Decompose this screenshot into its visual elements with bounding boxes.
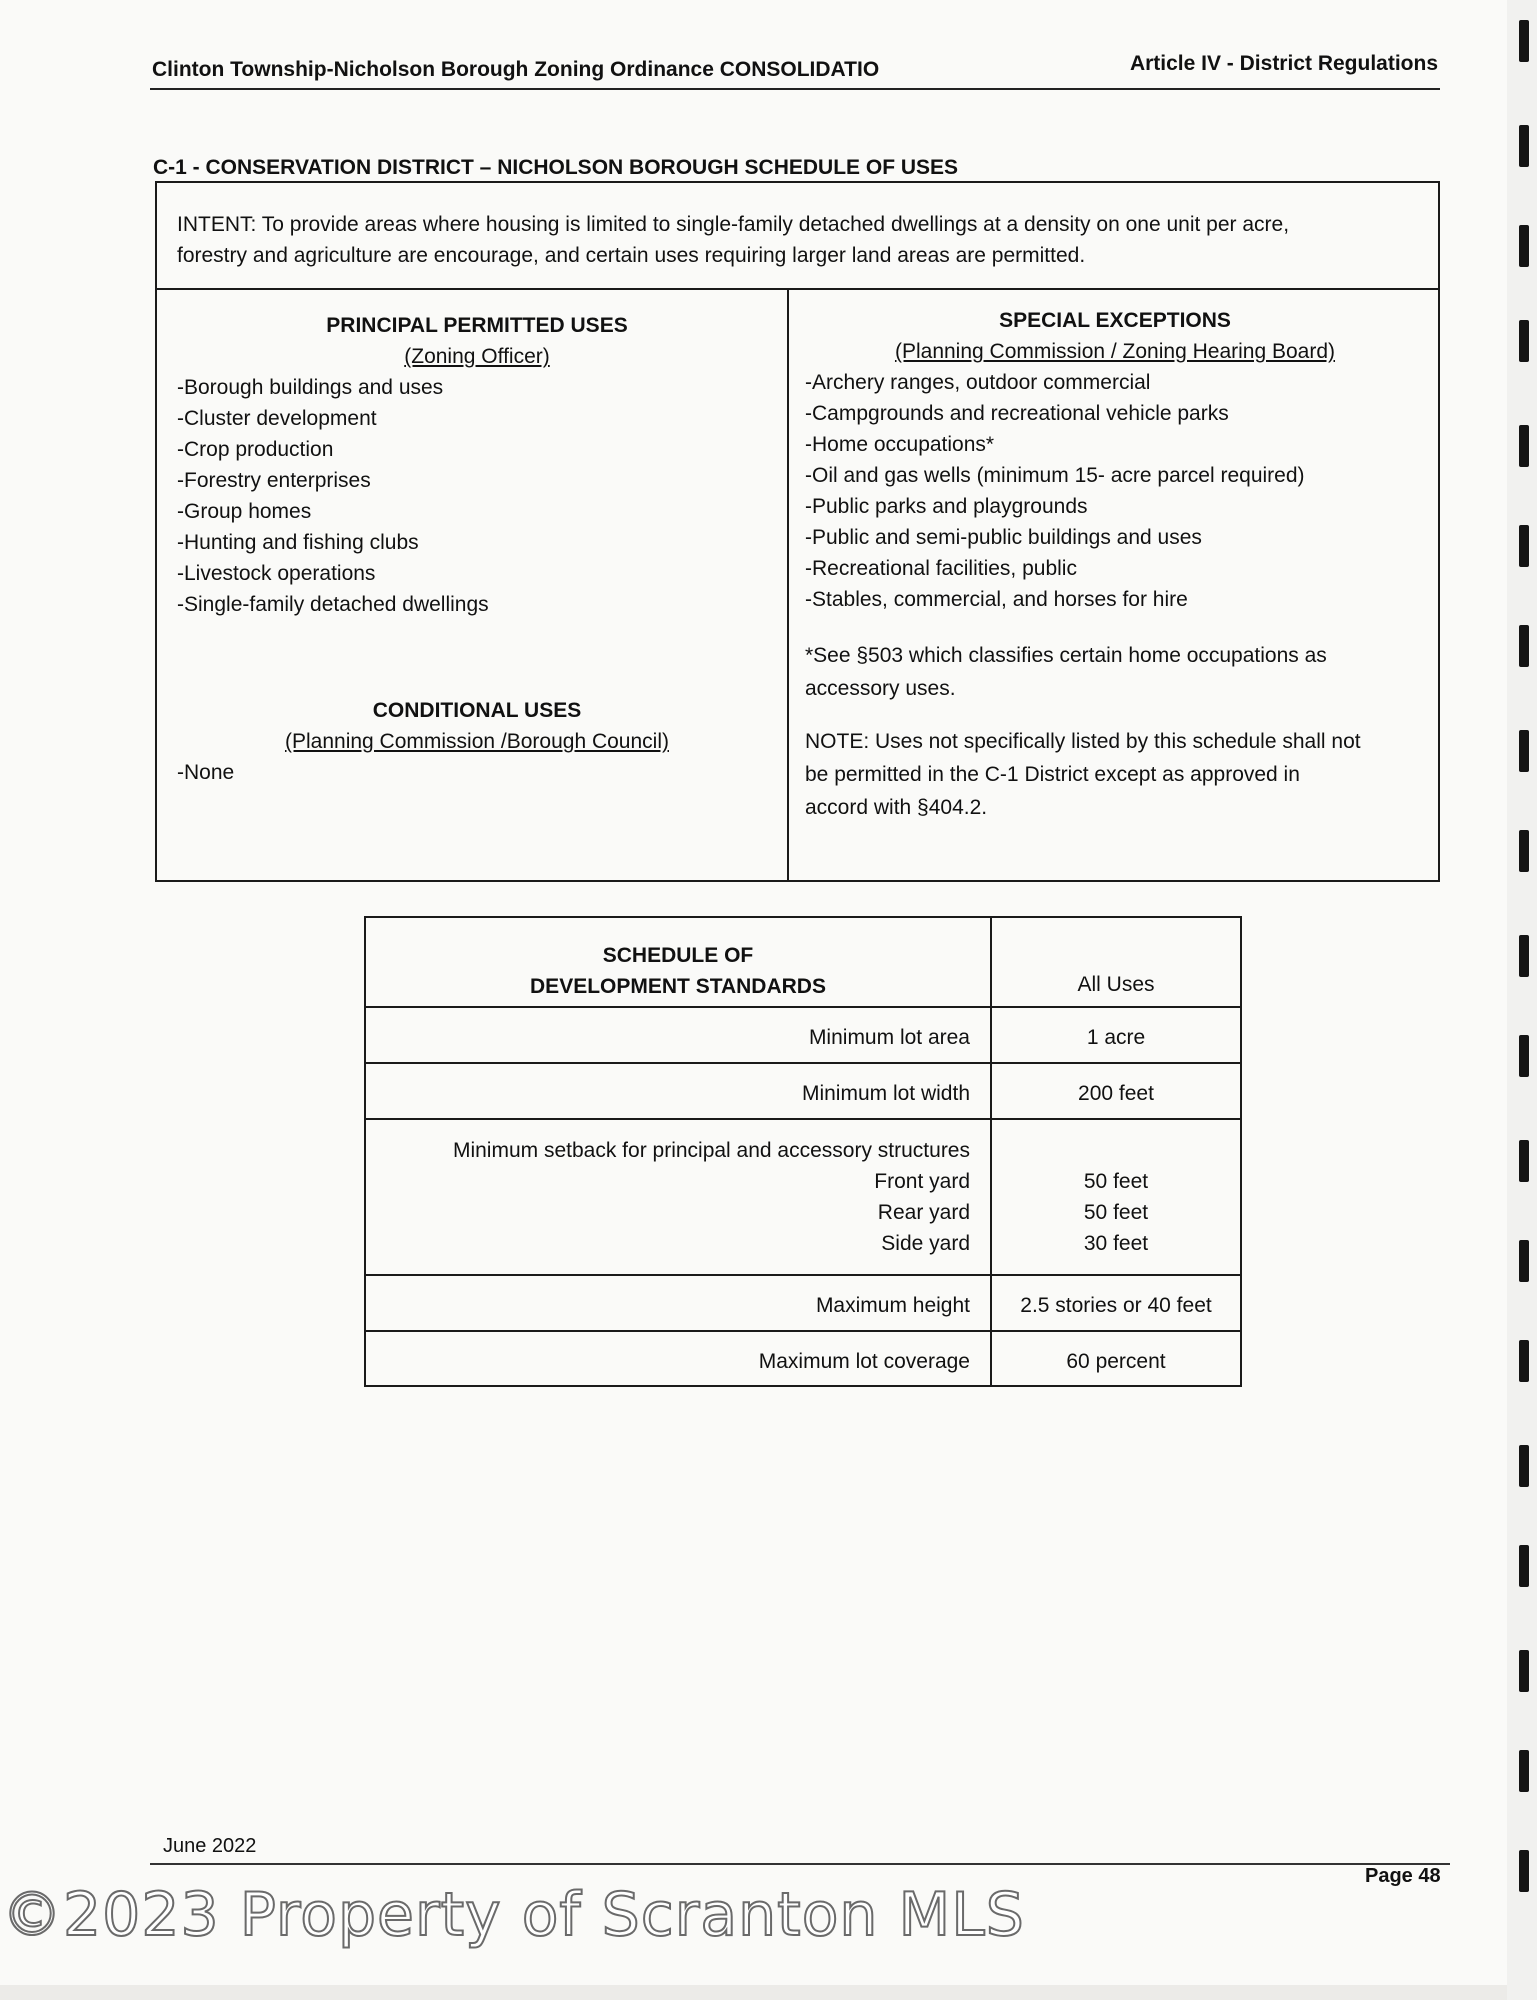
binding-ring — [1519, 20, 1529, 62]
binding-ring — [1519, 1850, 1529, 1892]
standards-row-lot-area — [366, 1008, 1240, 1064]
principal-use-item: -Livestock operations — [177, 562, 376, 585]
special-exception-item: -Public and semi-public buildings and uses — [805, 526, 1202, 549]
binding-ring — [1519, 1545, 1529, 1587]
unlisted-uses-note: accord with §404.2. — [805, 796, 988, 819]
binding-ring — [1519, 830, 1529, 872]
principal-uses-heading: PRINCIPAL PERMITTED USES — [326, 314, 628, 337]
binding-ring — [1519, 1035, 1529, 1077]
footer-date: June 2022 — [163, 1835, 257, 1857]
binding-ring — [1519, 1750, 1529, 1792]
standards-row-setbacks — [366, 1120, 1240, 1276]
row-label: Maximum lot coverage — [758, 1350, 970, 1373]
row-value: 1 acre — [1086, 1026, 1146, 1049]
standards-row-lot-width — [366, 1064, 1240, 1120]
copyright-watermark: ©2023 Property of Scranton MLS — [2, 1880, 1025, 1950]
special-exception-item: -Home occupations* — [805, 433, 995, 456]
binding-ring — [1519, 625, 1529, 667]
section-title: C-1 - CONSERVATION DISTRICT – NICHOLSON BOROUGH SCHEDULE OF USES — [153, 156, 959, 179]
conditional-uses-authority: (Planning Commission /Borough Council) — [284, 730, 669, 753]
spiral-binding — [1507, 0, 1537, 2000]
binding-ring — [1519, 320, 1529, 362]
header-article-title: Article IV - District Regulations — [1129, 52, 1438, 75]
standards-heading: DEVELOPMENT STANDARDS — [530, 975, 826, 998]
binding-ring — [1519, 1140, 1529, 1182]
all-uses-column-header: All Uses — [1077, 973, 1155, 996]
principal-use-item: -Single-family detached dwellings — [177, 593, 489, 616]
development-standards-table — [364, 916, 1242, 1387]
row-label: Maximum height — [815, 1294, 970, 1317]
setback-title: Minimum setback for principal and accessory structures — [452, 1139, 970, 1162]
unlisted-uses-note: be permitted in the C-1 District except as approved in — [805, 763, 1300, 786]
row-value: 200 feet — [1078, 1082, 1154, 1105]
row-label: Minimum lot width — [801, 1082, 970, 1105]
row-label: Front yard — [874, 1170, 970, 1193]
row-value: 50 feet — [1083, 1201, 1149, 1224]
intent-line: forestry and agriculture are encourage, and certain uses requiring larger land areas are permitted. — [177, 244, 1086, 267]
right-column — [805, 305, 1425, 824]
binding-ring — [1519, 525, 1529, 567]
conditional-use-item: -None — [177, 761, 235, 784]
row-value: 2.5 stories or 40 feet — [1020, 1294, 1212, 1317]
principal-uses-authority: (Zoning Officer) — [404, 345, 550, 368]
row-value: 60 percent — [1066, 1350, 1166, 1373]
binding-ring — [1519, 225, 1529, 267]
left-column — [177, 310, 777, 788]
header-document-title: Clinton Township-Nicholson Borough Zoning Ordinance CONSOLIDATIO — [152, 58, 880, 81]
standards-row-height — [366, 1276, 1240, 1332]
special-exceptions-heading: SPECIAL EXCEPTIONS — [999, 309, 1231, 332]
unlisted-uses-note: NOTE: Uses not specifically listed by this schedule shall not — [805, 730, 1361, 753]
binding-ring — [1519, 125, 1529, 167]
row-label: Rear yard — [877, 1201, 970, 1224]
special-exception-item: -Public parks and playgrounds — [805, 495, 1088, 518]
principal-use-item: -Forestry enterprises — [177, 469, 371, 492]
binding-ring — [1519, 730, 1529, 772]
home-occupation-footnote: *See §503 which classifies certain home occupations as — [805, 644, 1327, 667]
schedule-of-uses-table — [155, 181, 1440, 882]
home-occupation-footnote: accessory uses. — [805, 677, 956, 700]
special-exception-item: -Oil and gas wells (minimum 15- acre parcel required) — [805, 464, 1305, 487]
principal-use-item: -Borough buildings and uses — [177, 376, 444, 399]
column-divider — [787, 288, 789, 882]
special-exception-item: -Stables, commercial, and horses for hire — [805, 588, 1188, 611]
intent-statement — [157, 183, 1438, 290]
special-exception-item: -Recreational facilities, public — [805, 557, 1077, 580]
intent-line: INTENT: To provide areas where housing is limited to single-family detached dwellings at a density on one unit per acre, — [177, 213, 1290, 236]
principal-use-item: -Crop production — [177, 438, 334, 461]
conditional-uses-heading: CONDITIONAL USES — [372, 699, 582, 722]
binding-ring — [1519, 1240, 1529, 1282]
row-label: Minimum lot area — [808, 1026, 970, 1049]
row-value: 50 feet — [1083, 1170, 1149, 1193]
footer-rule — [150, 1863, 1450, 1865]
row-label: Side yard — [881, 1232, 970, 1255]
special-exception-item: -Campgrounds and recreational vehicle parks — [805, 402, 1229, 425]
binding-ring — [1519, 425, 1529, 467]
row-value: 30 feet — [1083, 1232, 1149, 1255]
binding-ring — [1519, 1340, 1529, 1382]
binding-ring — [1519, 1650, 1529, 1692]
page-header — [150, 50, 1440, 90]
standards-header-row — [366, 918, 1240, 1008]
binding-ring — [1519, 1445, 1529, 1487]
binding-ring — [1519, 935, 1529, 977]
page-number: Page 48 — [1365, 1865, 1441, 1887]
principal-use-item: -Group homes — [177, 500, 312, 523]
principal-use-item: -Hunting and fishing clubs — [177, 531, 419, 554]
special-exceptions-authority: (Planning Commission / Zoning Hearing Board) — [894, 340, 1336, 363]
principal-use-item: -Cluster development — [177, 407, 377, 430]
standards-heading: SCHEDULE OF — [602, 944, 754, 967]
special-exception-item: -Archery ranges, outdoor commercial — [805, 371, 1151, 394]
standards-row-coverage — [366, 1332, 1240, 1387]
